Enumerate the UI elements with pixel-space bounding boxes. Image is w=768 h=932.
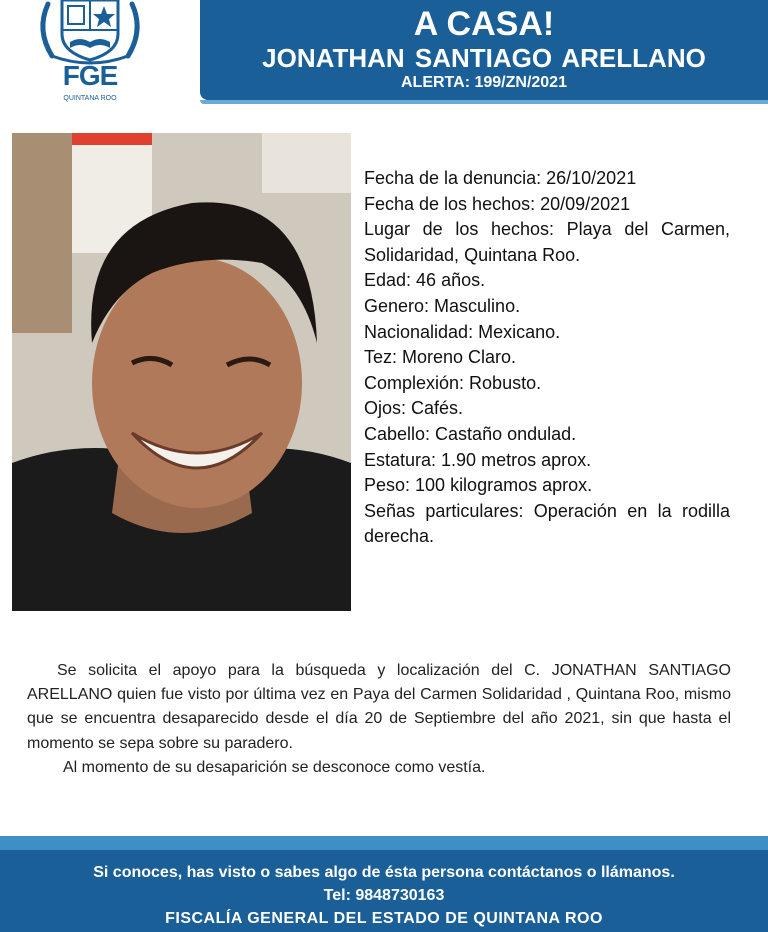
- detail-nationality: Nacionalidad: Mexicano.: [364, 321, 561, 342]
- person-photo: [12, 133, 351, 611]
- person-name: JONATHAN SANTIAGO ARELLANO: [262, 43, 706, 73]
- detail-height: Estatura: 1.90 metros aprox.: [364, 449, 592, 470]
- details-panel: [364, 166, 730, 550]
- footer-banner: [0, 850, 768, 932]
- detail-distinguishing-marks: Señas particulares: Operación en la rodilla derecha.: [364, 500, 730, 547]
- detail-report-date: Fecha de la denuncia: 26/10/2021: [364, 168, 637, 188]
- detail-eyes: Ojos: Cafés.: [364, 398, 464, 419]
- header-banner: [200, 0, 768, 100]
- footer-accent: [0, 836, 768, 850]
- logo-acronym: FGE: [62, 60, 118, 91]
- headline: A CASA!: [413, 5, 555, 43]
- clothing-paragraph: Al momento de su desaparición se desconoce como vestía.: [63, 758, 486, 776]
- alert-number: ALERTA: 199/ZN/2021: [401, 74, 567, 91]
- detail-weight: Peso: 100 kilogramos aprox.: [364, 475, 593, 496]
- person-photo-icon: [12, 133, 351, 611]
- contact-text: Si conoces, has visto o sabes algo de ésta persona contáctanos o llámanos.: [93, 864, 675, 881]
- detail-age: Edad: 46 años.: [364, 270, 486, 291]
- description-paragraph: Se solicita el apoyo para la búsqueda y localización del C. JONATHAN SANTIAGO ARELLANO quien fue visto por última vez en Paya del Carmen Solidaridad , Quintana Roo, mismo que se encuentra desaparecido desde el día 20 de Septiembre del año 2021, sin que hasta el momento se sepa sobre su paradero.: [27, 662, 731, 752]
- detail-hair: Cabello: Castaño ondulad.: [364, 423, 577, 444]
- agency-name: FISCALÍA GENERAL DEL ESTADO DE QUINTANA ROO: [165, 910, 603, 927]
- detail-gender: Genero: Masculino.: [364, 295, 521, 316]
- detail-skin-tone: Tez: Moreno Claro.: [364, 347, 517, 368]
- fge-logo: [30, 0, 150, 110]
- description: [27, 659, 731, 780]
- logo-state: QUINTANA ROO: [63, 95, 117, 102]
- detail-build: Complexión: Robusto.: [364, 372, 542, 393]
- banner-accent: [200, 100, 768, 104]
- detail-location: Lugar de los hechos: Playa del Carmen, Solidaridad, Quintana Roo.: [364, 219, 730, 265]
- phone-number: Tel: 9848730163: [323, 887, 445, 904]
- detail-event-date: Fecha de los hechos: 20/09/2021: [364, 193, 631, 214]
